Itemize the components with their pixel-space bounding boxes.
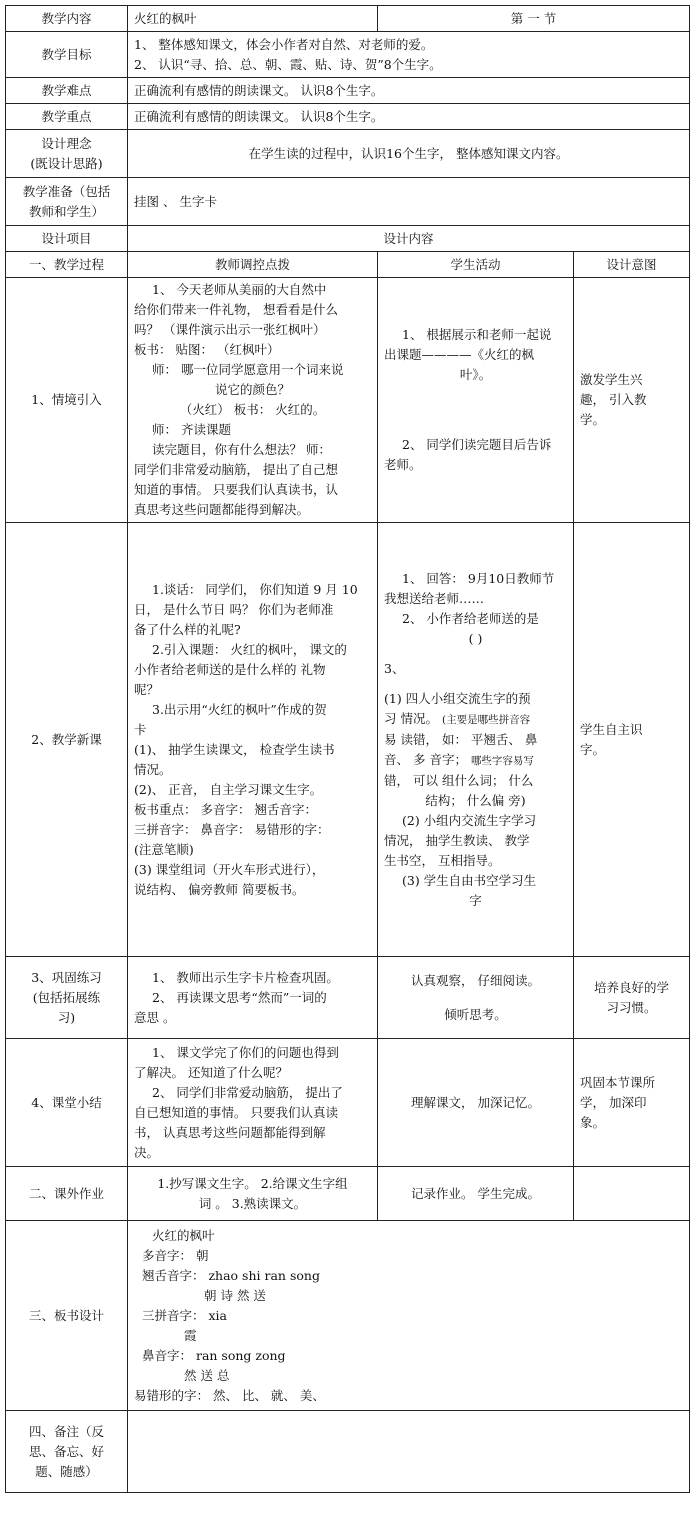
text-line: 说结构、 偏旁教师 简要板书。 bbox=[134, 881, 305, 897]
text-line: ( ) bbox=[468, 630, 483, 646]
difficulty-label: 教学难点 bbox=[6, 78, 128, 104]
text-line: 激发学生兴 bbox=[580, 372, 643, 387]
board-line: 三拼音字： xia bbox=[142, 1307, 227, 1323]
text-line: 情况， 抽学生教读、 教学 bbox=[384, 832, 530, 848]
text-line: 倾听思考。 bbox=[444, 1006, 507, 1022]
step-name-line: (包括拓展练 bbox=[32, 989, 101, 1005]
spacer bbox=[384, 385, 567, 435]
spacer bbox=[384, 649, 567, 659]
text-line: 备了什么样的礼呢? bbox=[134, 621, 241, 637]
homework-row bbox=[6, 1167, 690, 1221]
prep-label bbox=[6, 178, 128, 226]
design-intent bbox=[574, 957, 690, 1039]
goal-line: 2、 认识“寻、拾、总、朝、霞、贴、诗、贺”8个生字。 bbox=[134, 56, 442, 72]
text-line: 1、 回答： 9月10日教师节 bbox=[402, 570, 555, 586]
text-line: 呢？ bbox=[134, 681, 160, 697]
text-line: 日， 是什么节日 吗？ 你们为老师准 bbox=[134, 601, 334, 617]
prep-label-line: 教师和学生） bbox=[28, 203, 104, 219]
text-line: (注意笔顺) bbox=[134, 841, 194, 857]
teacher-col-header: 教师调控点拨 bbox=[128, 252, 378, 278]
board-row bbox=[6, 1221, 690, 1411]
lesson-plan-table bbox=[5, 5, 690, 1493]
key-points-label: 教学重点 bbox=[6, 104, 128, 130]
concept-text: 在学生读的过程中，认识16个生字， 整体感知课文内容。 bbox=[128, 130, 690, 178]
teacher-activity bbox=[128, 1039, 378, 1167]
board-label: 三、板书设计 bbox=[6, 1221, 128, 1411]
text-line: (2)、 正音， 自主学习课文生字。 bbox=[134, 781, 323, 797]
text-line: 生书空， 互相指导。 bbox=[384, 852, 501, 868]
design-intent bbox=[574, 523, 690, 957]
text-line: (1)、 抽学生读课文， 检查学生读书 bbox=[134, 741, 335, 757]
text-line: 趣， 引入教 bbox=[580, 392, 647, 407]
concept-label bbox=[6, 130, 128, 178]
text-line: 师： 哪一位同学愿意用一个词来说 bbox=[152, 362, 344, 377]
text-line: 学生自主识 bbox=[580, 721, 643, 737]
difficulty-text: 正确流利有感情的朗读课文。 认识8个生字。 bbox=[128, 78, 690, 104]
text-line: 2、 同学们非常爱动脑筋， 提出了 bbox=[152, 1084, 343, 1100]
text-line: 吗？ （课件演示出示一张红枫叶） bbox=[134, 322, 326, 337]
text-line: 3、 bbox=[384, 660, 405, 676]
student-activity: 理解课文， 加深记忆。 bbox=[378, 1039, 574, 1167]
homework-teacher bbox=[128, 1167, 378, 1221]
text-line: (1) 四人小组交流生字的预 bbox=[384, 690, 531, 706]
text-line: 2.引入课题： 火红的枫叶， 课文的 bbox=[152, 641, 347, 657]
board-line: 鼻音字： ran song zong bbox=[142, 1347, 286, 1363]
text-line: 1、 根据展示和老师一起说 bbox=[402, 327, 552, 342]
text-line: 1.谈话： 同学们， 你们知道 9 月 10 bbox=[152, 581, 358, 597]
board-line: 火红的枫叶 bbox=[152, 1227, 215, 1243]
goals-label: 教学目标 bbox=[6, 32, 128, 78]
board-line: 然 送 总 bbox=[184, 1367, 230, 1383]
notes-label-line: 四、备注（反 bbox=[28, 1423, 104, 1439]
board-line: 易错形的字： 然、 比、 就、 美、 bbox=[134, 1387, 325, 1403]
teacher-activity bbox=[128, 278, 378, 523]
text-line: 真思考这些问题都能得到解决。 bbox=[134, 502, 310, 517]
notes-label-line: 思、备忘、好 bbox=[28, 1443, 104, 1459]
board-line: 多音字： 朝 bbox=[142, 1247, 209, 1263]
text-line: 1、 今天老师从美丽的大自然中 bbox=[152, 282, 327, 297]
student-activity bbox=[378, 278, 574, 523]
section-label: 第 一 节 bbox=[378, 6, 690, 32]
text-line: 认真观察， 仔细阅读。 bbox=[411, 972, 540, 988]
text-line bbox=[384, 750, 567, 771]
text-line: 板书： 贴图： （红枫叶） bbox=[134, 342, 280, 357]
goal-line: 1、 整体感知课文，体会小作者对自然、对老师的爱。 bbox=[134, 36, 434, 52]
text-line: 字 bbox=[469, 892, 482, 908]
text-line: 说它的颜色？ bbox=[214, 382, 290, 397]
text-line: 我想送给老师…… bbox=[384, 590, 485, 606]
notes-row bbox=[6, 1411, 690, 1493]
text-line: (3) 学生自由书空学习生 bbox=[402, 872, 537, 888]
text-line: 自已想知道的事情。 只要我们认真读 bbox=[134, 1104, 338, 1120]
concept-label-line: 设计理念 bbox=[41, 135, 92, 151]
text-line: 出课题————《火红的枫 bbox=[384, 347, 535, 362]
intent-col-header: 设计意图 bbox=[574, 252, 690, 278]
text-line: 1、 教师出示生字卡片检查巩固。 bbox=[152, 969, 339, 985]
text-fragment: 哪些字容易写 bbox=[470, 754, 534, 767]
text-line: 情况。 bbox=[134, 761, 172, 777]
board-line: 朝 诗 然 送 bbox=[204, 1287, 266, 1303]
header-row bbox=[6, 6, 690, 32]
text-line: 同学们非常爱动脑筋， 提出了自己想 bbox=[134, 462, 338, 477]
text-line: (3) 课堂组词（开火车形式进行）， bbox=[134, 861, 325, 877]
notes-label-line: 题、随感） bbox=[35, 1463, 98, 1479]
key-points-text: 正确流利有感情的朗读课文。 认识8个生字。 bbox=[128, 104, 690, 130]
lesson-title: 火红的枫叶 bbox=[128, 6, 378, 32]
step-name-line: 习) bbox=[57, 1009, 76, 1025]
step-name bbox=[6, 957, 128, 1039]
text-line: 习习惯。 bbox=[606, 999, 657, 1015]
text-line: 叶》。 bbox=[459, 367, 492, 382]
teacher-activity bbox=[128, 957, 378, 1039]
student-col-header: 学生活动 bbox=[378, 252, 574, 278]
step-name: 1、情境引入 bbox=[6, 278, 128, 523]
text-line: 易 读错， 如： 平翘舌、 鼻 bbox=[384, 731, 538, 747]
spacer bbox=[384, 679, 567, 689]
text-line bbox=[384, 709, 567, 730]
prep-text: 挂图 、 生字卡 bbox=[128, 178, 690, 226]
concept-label-line: (既设计思路) bbox=[30, 155, 103, 171]
student-activity bbox=[378, 957, 574, 1039]
text-line: 师： 齐读课题 bbox=[152, 422, 231, 437]
step-row-summary bbox=[6, 1039, 690, 1167]
board-content bbox=[128, 1221, 690, 1411]
text-line: 3.出示用“火红的枫叶”作成的贺 bbox=[152, 701, 327, 717]
step-row-practice bbox=[6, 957, 690, 1039]
text-line: 小作者给老师送的是什么样的 礼物 bbox=[134, 661, 326, 677]
goals-content bbox=[128, 32, 690, 78]
goals-row bbox=[6, 32, 690, 78]
homework-student: 记录作业。 学生完成。 bbox=[378, 1167, 574, 1221]
text-line: 学。 bbox=[580, 412, 606, 427]
text-line: 卡 bbox=[134, 721, 147, 737]
text-line: 意思 。 bbox=[134, 1009, 176, 1025]
key-points-row bbox=[6, 104, 690, 130]
design-item-label: 设计项目 bbox=[6, 226, 128, 252]
content-label: 教学内容 bbox=[6, 6, 128, 32]
design-header-row bbox=[6, 226, 690, 252]
design-intent bbox=[574, 278, 690, 523]
text-line: 板书重点： 多音字： 翘舌音字： bbox=[134, 801, 317, 817]
text-line: 1.抄写课文生字。 2.给课文生字组 bbox=[157, 1175, 348, 1191]
notes-content[interactable] bbox=[128, 1411, 690, 1493]
step-name: 4、课堂小结 bbox=[6, 1039, 128, 1167]
text-line: 决。 bbox=[134, 1144, 160, 1160]
homework-intent bbox=[574, 1167, 690, 1221]
text-line: 词 。 3.熟读课文。 bbox=[198, 1195, 307, 1211]
text-line: 1、 课文学完了你们的问题也得到 bbox=[152, 1044, 339, 1060]
text-line: 错， 可以 组什么词； 什么 bbox=[384, 772, 534, 788]
text-line: 2、 小作者给老师送的是 bbox=[402, 610, 539, 626]
design-content-label: 设计内容 bbox=[128, 226, 690, 252]
step-row-intro bbox=[6, 278, 690, 523]
difficulty-row bbox=[6, 78, 690, 104]
design-intent bbox=[574, 1039, 690, 1167]
text-line: 2、 同学们读完题目后告诉 bbox=[402, 437, 552, 452]
board-line: 霞 bbox=[184, 1327, 197, 1343]
text-fragment: 音、 多 音字； bbox=[384, 751, 467, 767]
notes-label bbox=[6, 1411, 128, 1493]
process-label: 一、教学过程 bbox=[6, 252, 128, 278]
step-row-new-lesson bbox=[6, 523, 690, 957]
text-line: 三拼音字： 鼻音字： 易错形的字： bbox=[134, 821, 330, 837]
text-fragment: (主要是哪些拼音容 bbox=[441, 713, 531, 726]
prep-label-line: 教学准备（包括 bbox=[22, 183, 111, 199]
student-activity bbox=[378, 523, 574, 957]
text-line: 知道的事情。 只要我们认真读书，认 bbox=[134, 482, 338, 497]
text-line: 给你们带来一件礼物， 想看看是什么 bbox=[134, 302, 338, 317]
step-name: 2、教学新课 bbox=[6, 523, 128, 957]
process-header-row bbox=[6, 252, 690, 278]
prep-row bbox=[6, 178, 690, 226]
text-line: 巩固本节课所 bbox=[580, 1074, 656, 1090]
text-line: 字。 bbox=[580, 741, 606, 757]
spacer bbox=[384, 991, 567, 1005]
text-line: 学， 加深印 bbox=[580, 1094, 647, 1110]
text-line: (2) 小组内交流生字学习 bbox=[402, 812, 537, 828]
text-line: 老师。 bbox=[384, 457, 422, 472]
step-name-line: 3、巩固练习 bbox=[31, 969, 102, 985]
text-line: 了解决。 还知道了什么呢？ bbox=[134, 1064, 288, 1080]
text-line: 读完题目，你有什么想法？ 师： bbox=[152, 442, 331, 457]
teacher-activity bbox=[128, 523, 378, 957]
text-line: （火红） 板书： 火红的。 bbox=[179, 402, 326, 417]
text-line: 象。 bbox=[580, 1114, 606, 1130]
board-line: 翘舌音字： zhao shi ran song bbox=[142, 1267, 320, 1283]
text-line: 培养良好的学 bbox=[594, 979, 670, 995]
text-fragment: 习 情况。 bbox=[384, 710, 438, 726]
text-line: 结构； 什么偏 旁) bbox=[425, 792, 526, 808]
text-line: 2、 再读课文思考“然而”一词的 bbox=[152, 989, 327, 1005]
text-line: 书， 认真思考这些问题都能得到解 bbox=[134, 1124, 326, 1140]
homework-label: 二、课外作业 bbox=[6, 1167, 128, 1221]
concept-row bbox=[6, 130, 690, 178]
